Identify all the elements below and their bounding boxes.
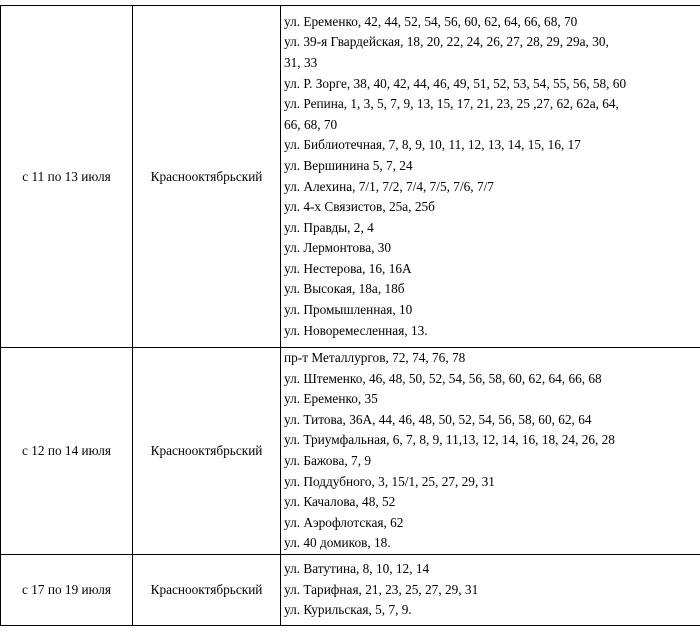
street-line: 31, 33 (284, 53, 697, 74)
street-line: 66, 68, 70 (284, 115, 697, 136)
street-line: ул. Ватутина, 8, 10, 12, 14 (284, 559, 697, 580)
street-line: ул. 4-х Связистов, 25а, 25б (284, 197, 697, 218)
district-cell: Краснооктябрьский (133, 348, 281, 555)
date-cell: с 12 по 14 июля (1, 348, 133, 555)
streets-cell (281, 348, 700, 555)
street-line: ул. Вершинина 5, 7, 24 (284, 156, 697, 177)
street-line: ул. Алехина, 7/1, 7/2, 7/4, 7/5, 7/6, 7/7 (284, 177, 697, 198)
street-line: ул. Качалова, 48, 52 (284, 492, 697, 513)
street-line: ул. 40 домиков, 18. (284, 533, 697, 554)
table-row (1, 554, 700, 625)
streets-cell (281, 6, 700, 348)
district-cell: Краснооктябрьский (133, 6, 281, 348)
street-line: ул. Еременко, 42, 44, 52, 54, 56, 60, 62, 64, 66, 68, 70 (284, 12, 697, 33)
street-line: ул. Высокая, 18а, 18б (284, 279, 697, 300)
street-line: ул. Промышленная, 10 (284, 300, 697, 321)
street-line: ул. Р. Зорге, 38, 40, 42, 44, 46, 49, 51, 52, 53, 54, 55, 56, 58, 60 (284, 74, 697, 95)
shutdown-schedule-table (0, 5, 700, 626)
table-row (1, 348, 700, 555)
street-line: ул. Триумфальная, 6, 7, 8, 9, 11,13, 12, 14, 16, 18, 24, 26, 28 (284, 430, 697, 451)
street-line: ул. Нестерова, 16, 16А (284, 259, 697, 280)
street-line: ул. Штеменко, 46, 48, 50, 52, 54, 56, 58, 60, 62, 64, 66, 68 (284, 369, 697, 390)
street-line: ул. Лермонтова, 30 (284, 238, 697, 259)
district-cell: Краснооктябрьский (133, 554, 281, 625)
street-line: ул. Курильская, 5, 7, 9. (284, 600, 697, 621)
street-line: ул. Новоремесленная, 13. (284, 321, 697, 342)
table-row (1, 6, 700, 348)
street-line: ул. 39-я Гвардейская, 18, 20, 22, 24, 26, 27, 28, 29, 29а, 30, (284, 32, 697, 53)
street-line: ул. Еременко, 35 (284, 389, 697, 410)
street-line: ул. Библиотечная, 7, 8, 9, 10, 11, 12, 13, 14, 15, 16, 17 (284, 135, 697, 156)
street-line: ул. Репина, 1, 3, 5, 7, 9, 13, 15, 17, 21, 23, 25 ,27, 62, 62а, 64, (284, 94, 697, 115)
date-cell: с 11 по 13 июля (1, 6, 133, 348)
street-line: ул. Бажова, 7, 9 (284, 451, 697, 472)
date-cell: с 17 по 19 июля (1, 554, 133, 625)
street-line: ул. Титова, 36А, 44, 46, 48, 50, 52, 54, 56, 58, 60, 62, 64 (284, 410, 697, 431)
street-line: ул. Тарифная, 21, 23, 25, 27, 29, 31 (284, 580, 697, 601)
street-line: ул. Правды, 2, 4 (284, 218, 697, 239)
streets-cell (281, 554, 700, 625)
street-line: ул. Поддубного, 3, 15/1, 25, 27, 29, 31 (284, 472, 697, 493)
street-line: ул. Аэрофлотская, 62 (284, 513, 697, 534)
street-line: пр-т Металлургов, 72, 74, 76, 78 (284, 348, 697, 369)
